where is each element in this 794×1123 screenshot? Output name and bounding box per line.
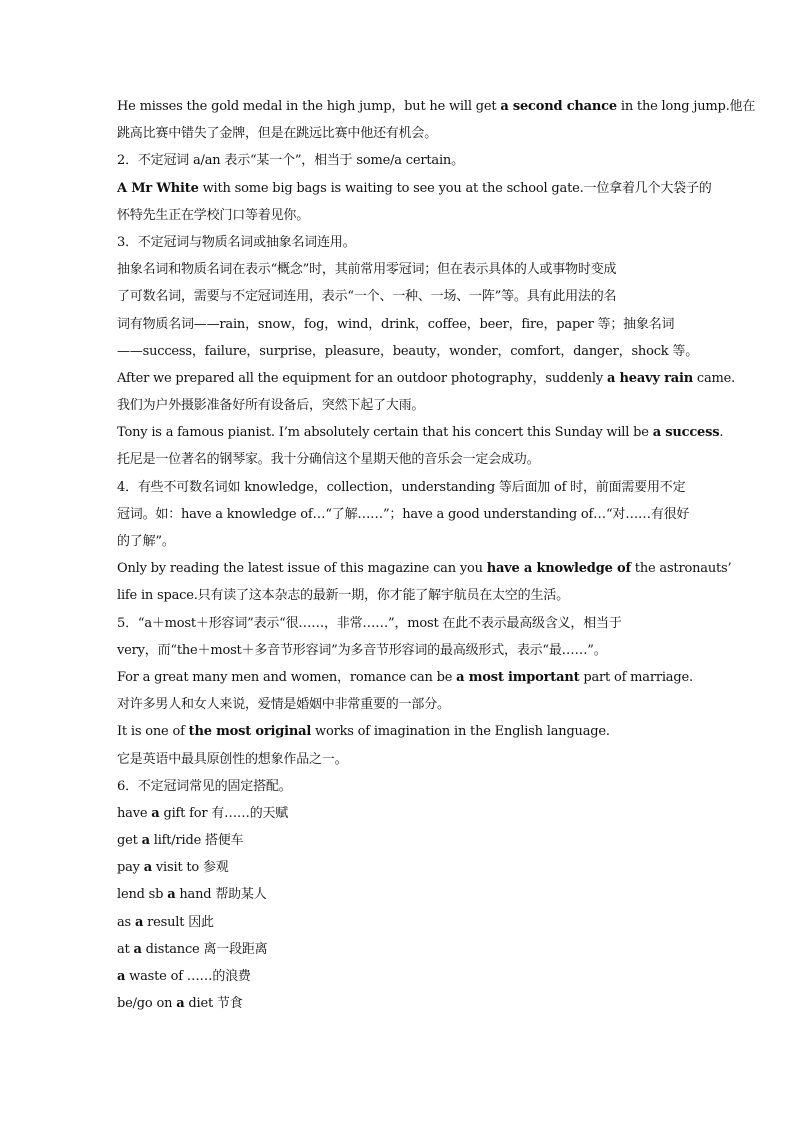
text-line — [117, 610, 679, 637]
bold-phrase: the most original — [188, 724, 312, 740]
text-line — [117, 256, 679, 283]
bold-phrase: a — [143, 860, 152, 876]
text-line — [117, 528, 679, 555]
text-run: 我们为户外摄影准备好所有设备后，突然下起了大雨。 — [117, 398, 425, 414]
text-run: 的了解”。 — [117, 534, 175, 549]
text-line — [117, 909, 679, 936]
text-run: 4．有些不可数名词如 knowledge，collection，understanding 等后面加 of 时，前面需要用不定 — [117, 479, 686, 495]
text-line — [117, 229, 679, 256]
text-run: 6．不定冠词常见的固定搭配。 — [117, 778, 292, 794]
text-run: get — [117, 833, 142, 849]
document-body — [117, 93, 756, 1017]
bold-phrase: a second chance — [500, 99, 617, 114]
text-run: 托尼是一位著名的钢琴家。我十分确信这个星期天他的音乐会一定会成功。 — [117, 452, 540, 468]
text-run: pay — [117, 860, 144, 876]
text-line — [117, 664, 693, 691]
text-run: life in space.只有读了这本杂志的最新一期，你才能了解宇航员在太空的生活。 — [117, 588, 569, 604]
text-line — [117, 990, 679, 1017]
text-run: visit to 参观 — [151, 860, 229, 876]
text-run: Tony is a famous pianist. I’m absolutely certain that his concert this Sunday will be — [117, 425, 653, 441]
bold-phrase: a — [167, 887, 176, 903]
text-run: 怀特先生正在学校门口等着见你。 — [117, 207, 310, 223]
text-line — [117, 338, 699, 365]
text-line — [117, 446, 679, 473]
text-run: For a great many men and women，romance can be — [117, 669, 457, 685]
text-line — [117, 881, 679, 908]
bold-phrase: a most important — [456, 669, 580, 685]
text-line — [117, 147, 679, 174]
text-line — [117, 691, 679, 718]
text-line — [117, 854, 679, 881]
text-line — [117, 637, 679, 664]
text-line — [117, 311, 679, 338]
text-line — [117, 93, 756, 120]
text-run: After we prepared all the equipment for an outdoor photography，suddenly — [117, 370, 607, 386]
text-run: diet 节食 — [184, 996, 243, 1012]
bold-phrase: have a knowledge of — [486, 561, 631, 577]
text-line — [117, 202, 679, 229]
text-line — [117, 555, 732, 582]
text-line — [117, 365, 736, 392]
text-run: distance 离一段距离 — [141, 941, 268, 957]
text-line — [117, 474, 686, 501]
text-line — [117, 582, 679, 609]
text-line — [117, 746, 679, 773]
text-run: result 因此 — [143, 914, 214, 930]
bold-phrase: a heavy rain — [606, 370, 693, 386]
text-run: in the long jump.他在 — [616, 99, 756, 114]
text-run: part of marriage. — [579, 669, 693, 685]
text-run: 抽象名词和物质名词在表示“概念”时，其前常用零冠词；但在表示具体的人或事物时变成 — [117, 262, 617, 278]
bold-phrase: a success — [652, 425, 720, 441]
bold-phrase: a — [117, 969, 126, 984]
text-line — [117, 936, 679, 963]
bold-phrase: a — [141, 833, 150, 849]
text-line — [117, 120, 679, 147]
text-line — [117, 501, 690, 528]
text-run: lend sb — [117, 887, 168, 903]
bold-phrase: a — [176, 996, 185, 1012]
text-run: 对许多男人和女人来说，爱情是婚姻中非常重要的一部分。 — [117, 697, 450, 713]
text-run: waste of ……的浪费 — [125, 969, 251, 984]
text-run: 跳高比赛中错失了金牌，但是在跳远比赛中他还有机会。 — [117, 126, 438, 142]
text-run: came. — [692, 370, 736, 386]
bold-phrase: a — [134, 914, 144, 930]
text-run: He misses the gold medal in the high jump，but he will get — [117, 99, 501, 114]
text-line — [117, 419, 724, 446]
text-run: 冠词。如：have a knowledge of…“了解……”；have a good understanding of…“对……有很好 — [117, 506, 690, 522]
text-run: It is one of — [117, 724, 189, 740]
text-line — [117, 827, 679, 854]
text-run: 2．不定冠词 a/an 表示“某一个”，相当于 some/a certain。 — [117, 153, 464, 169]
text-run: Only by reading the latest issue of this magazine can you — [117, 561, 487, 577]
text-run: 了可数名词，需要与不定冠词连用，表示“一个、一种、一场、一阵”等。具有此用法的名 — [117, 289, 617, 305]
text-run: . — [719, 425, 724, 441]
text-run: very，而“the＋most＋多音节形容词”为多音节形容词的最高级形式，表示“最……”。 — [117, 642, 607, 658]
text-line — [117, 175, 712, 202]
text-run: hand 帮助某人 — [175, 887, 267, 903]
text-line — [117, 800, 679, 827]
text-run: 3．不定冠词与物质名词或抽象名词连用。 — [117, 234, 356, 250]
text-run: gift for 有……的天赋 — [159, 805, 289, 821]
text-line — [117, 392, 679, 419]
text-run: as — [117, 914, 135, 930]
text-run: the astronauts’ — [630, 561, 732, 577]
text-run: 5．“a＋most＋形容词”表示“很……，非常……”，most 在此不表示最高级含义，相当于 — [117, 615, 622, 631]
bold-phrase: a — [133, 941, 142, 957]
bold-phrase: a — [151, 805, 160, 821]
text-run: 词有物质名词——rain，snow，fog，wind，drink，coffee，beer，fire，paper 等；抽象名词 — [117, 316, 675, 332]
text-run: 它是英语中最具原创性的想象作品之一。 — [117, 751, 348, 767]
text-run: lift/ride 搭便车 — [149, 833, 244, 849]
text-line — [117, 963, 679, 990]
bold-phrase: A Mr White — [117, 180, 199, 196]
text-line — [117, 718, 679, 745]
text-run: at — [117, 941, 134, 957]
text-run: works of imagination in the English language. — [311, 724, 610, 740]
text-run: ——success，failure，surprise，pleasure，beauty，wonder，comfort，danger，shock 等。 — [117, 343, 699, 359]
text-run: have — [117, 805, 152, 821]
text-line — [117, 283, 679, 310]
text-run: be/go on — [117, 996, 177, 1012]
text-line — [117, 773, 679, 800]
text-run: with some big bags is waiting to see you at the school gate.一位拿着几个大袋子的 — [198, 180, 712, 196]
